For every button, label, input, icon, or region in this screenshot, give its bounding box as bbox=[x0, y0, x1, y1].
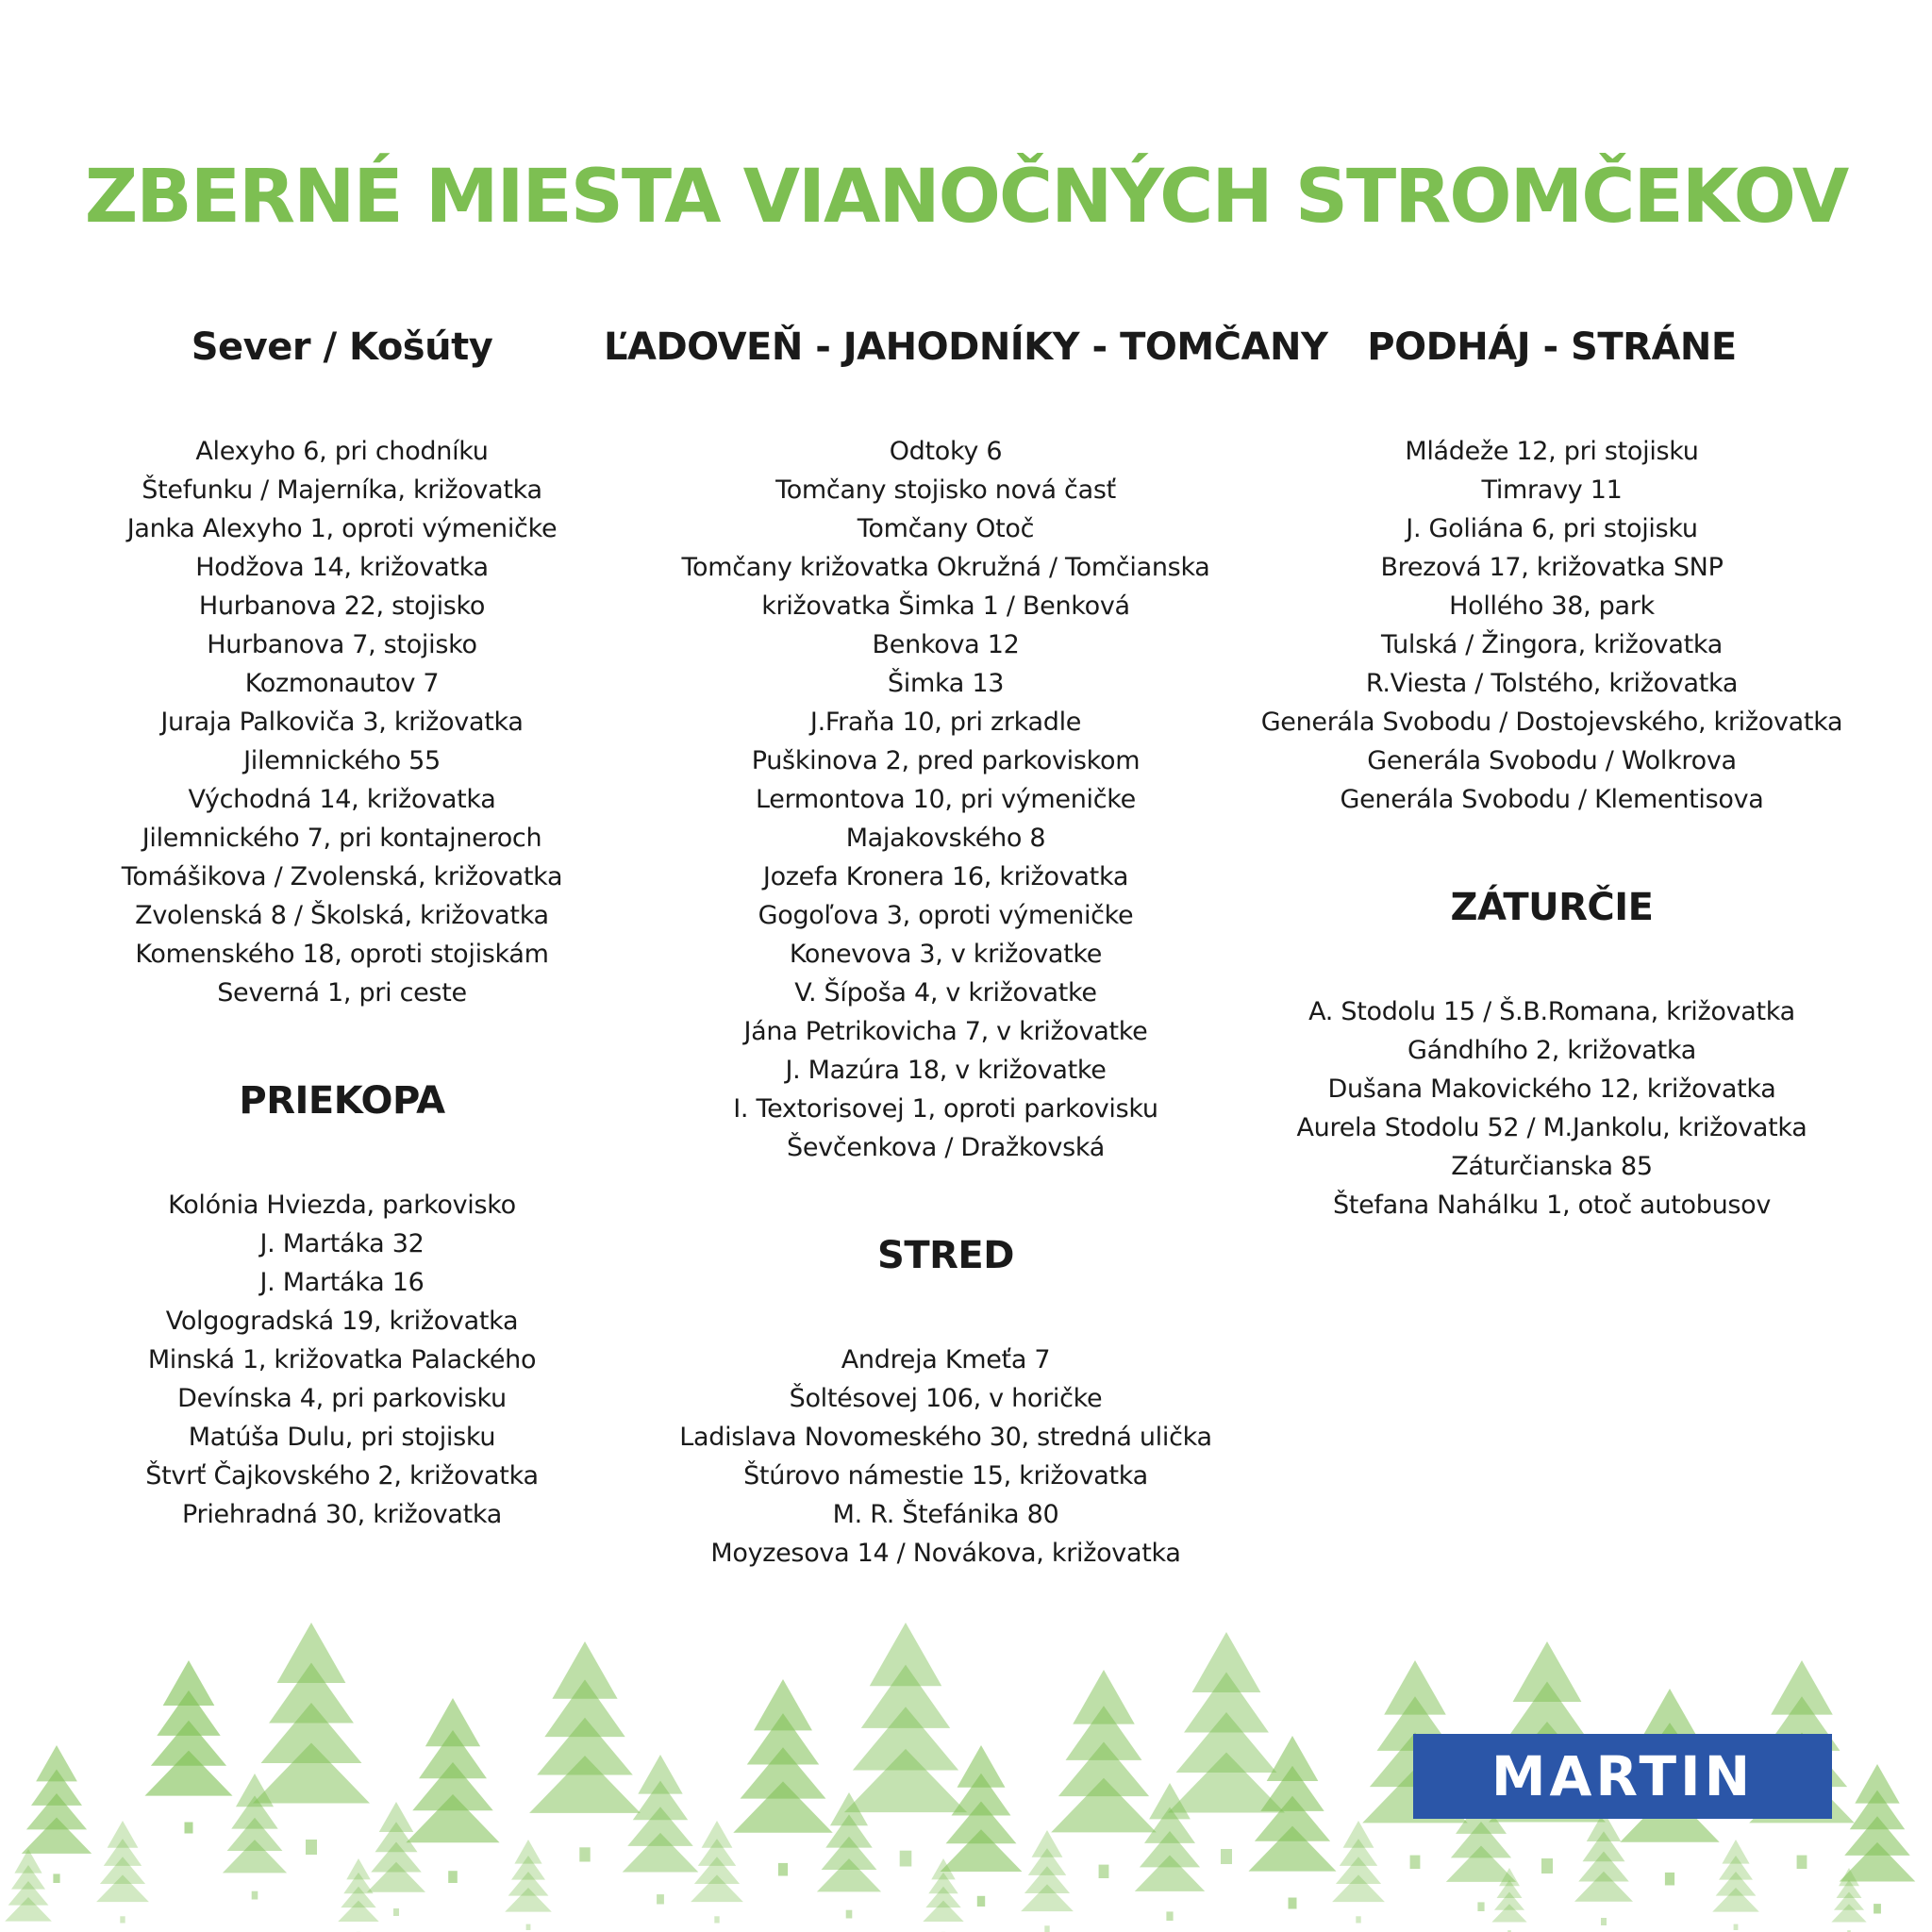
address-item: M. R. Štefánika 80 bbox=[832, 1500, 1059, 1529]
column-right bbox=[1245, 321, 1858, 1224]
christmas-tree-icon bbox=[367, 1802, 425, 1916]
christmas-tree-icon bbox=[1021, 1830, 1074, 1932]
column-middle bbox=[604, 321, 1328, 1573]
address-item: Jilemnického 55 bbox=[243, 746, 441, 775]
address-item: J.Fraňa 10, pri zrkadle bbox=[809, 708, 1082, 737]
section-priekopa bbox=[118, 1074, 566, 1534]
address-item: Kozmonautov 7 bbox=[244, 669, 440, 698]
section-stred bbox=[604, 1229, 1288, 1573]
address-item: Juraja Palkoviča 3, križovatka bbox=[160, 708, 524, 737]
section-heading: Sever / Košúty bbox=[191, 325, 493, 369]
address-item: V. Šípoša 4, v križovatke bbox=[794, 978, 1097, 1008]
section-heading: STRED bbox=[877, 1234, 1014, 1277]
address-item: Severná 1, pri ceste bbox=[217, 978, 467, 1008]
logo-text: MARTIN bbox=[1491, 1744, 1755, 1808]
address-item: Alexyho 6, pri chodníku bbox=[195, 437, 489, 466]
section-heading: PRIEKOPA bbox=[239, 1079, 445, 1123]
address-item: Moyzesova 14 / Novákova, križovatka bbox=[710, 1539, 1181, 1568]
section-heading: PODHÁJ - STRÁNE bbox=[1367, 325, 1737, 369]
address-item: Jána Petrikovicha 7, v križovatke bbox=[743, 1017, 1148, 1046]
address-item: R.Viesta / Tolstého, križovatka bbox=[1365, 669, 1739, 698]
address-item: Jozefa Kronera 16, križovatka bbox=[762, 862, 1129, 891]
address-list bbox=[604, 432, 1288, 1167]
address-item: Štefana Nahálku 1, otoč autobusov bbox=[1332, 1191, 1772, 1220]
martin-logo bbox=[1413, 1734, 1832, 1819]
address-item: križovatka Šimka 1 / Benková bbox=[761, 591, 1130, 621]
address-item: Štvrť Čajkovského 2, križovatka bbox=[145, 1461, 539, 1491]
address-item: Kolónia Hviezda, parkovisko bbox=[168, 1191, 516, 1220]
address-item: Brezová 17, križovatka SNP bbox=[1380, 553, 1724, 582]
address-item: Východná 14, križovatka bbox=[188, 785, 496, 814]
address-item: Hollého 38, park bbox=[1449, 591, 1655, 621]
address-item: J. Mazúra 18, v križovatke bbox=[785, 1056, 1107, 1085]
address-list bbox=[118, 432, 566, 1012]
christmas-tree-icon bbox=[733, 1679, 832, 1876]
address-item: Dušana Makovického 12, križovatka bbox=[1327, 1074, 1776, 1104]
christmas-tree-icon bbox=[1051, 1670, 1157, 1878]
address-item: Šoltésovej 106, v horičke bbox=[789, 1384, 1103, 1413]
address-item: Benkova 12 bbox=[872, 630, 1020, 659]
section-zaturcie bbox=[1245, 881, 1858, 1224]
address-item: Zvolenská 8 / Školská, križovatka bbox=[135, 901, 549, 930]
address-item: Ladislava Novomeského 30, stredná ulička bbox=[679, 1423, 1212, 1452]
address-item: Tomčany Otoč bbox=[857, 514, 1035, 543]
address-item: Tomášikova / Zvolenská, križovatka bbox=[121, 862, 563, 891]
address-item: J. Martáka 32 bbox=[259, 1229, 425, 1258]
address-item: Andreja Kmeťa 7 bbox=[841, 1345, 1051, 1374]
address-item: Matúša Dulu, pri stojisku bbox=[188, 1423, 496, 1452]
christmas-tree-icon bbox=[5, 1849, 52, 1932]
christmas-tree-icon bbox=[529, 1641, 641, 1862]
christmas-tree-icon bbox=[96, 1821, 149, 1924]
address-item: A. Stodolu 15 / Š.B.Romana, križovatka bbox=[1308, 997, 1795, 1026]
section-podhaj-strane bbox=[1245, 321, 1858, 819]
address-item: Hurbanova 22, stojisko bbox=[198, 591, 486, 621]
address-item: Minská 1, križovatka Palackého bbox=[147, 1345, 537, 1374]
address-list bbox=[1245, 432, 1858, 819]
address-item: Tomčany križovatka Okružná / Tomčianska bbox=[681, 553, 1210, 582]
address-list bbox=[1245, 992, 1858, 1224]
christmas-tree-icon bbox=[844, 1623, 967, 1867]
address-item: Odtoky 6 bbox=[889, 437, 1003, 466]
address-item: Záturčianska 85 bbox=[1451, 1152, 1653, 1181]
christmas-tree-icon bbox=[505, 1840, 552, 1930]
address-item: Generála Svobodu / Wolkrova bbox=[1367, 746, 1737, 775]
address-item: Jilemnického 7, pri kontajneroch bbox=[142, 824, 542, 853]
address-item: J. Martáka 16 bbox=[259, 1268, 425, 1297]
address-item: Mládeže 12, pri stojisku bbox=[1405, 437, 1699, 466]
address-item: Tomčany stojisko nová časť bbox=[775, 475, 1116, 505]
address-item: Šimka 13 bbox=[887, 669, 1005, 698]
section-heading: ĽADOVEŇ - JAHODNÍKY - TOMČANY bbox=[604, 325, 1328, 369]
christmas-tree-icon bbox=[1574, 1811, 1633, 1925]
christmas-tree-icon bbox=[691, 1821, 743, 1924]
christmas-tree-icon bbox=[406, 1698, 499, 1883]
address-item: Ševčenkova / Dražkovská bbox=[787, 1133, 1105, 1162]
address-item: Janka Alexyho 1, oproti výmeničke bbox=[126, 514, 558, 543]
page-title: ZBERNÉ MIESTA VIANOČNÝCH STROMČEKOV bbox=[84, 155, 1848, 241]
address-item: Generála Svobodu / Dostojevského, križovatka bbox=[1260, 708, 1843, 737]
column-left bbox=[118, 321, 566, 1534]
section-sever-kosuty bbox=[118, 321, 566, 1012]
address-item: J. Goliána 6, pri stojisku bbox=[1406, 514, 1698, 543]
address-item: Aurela Stodolu 52 / M.Jankolu, križovatka bbox=[1296, 1113, 1807, 1142]
address-list bbox=[604, 1341, 1288, 1573]
address-item: I. Textorisovej 1, oproti parkovisku bbox=[733, 1094, 1158, 1124]
section-ladoven-jahodniky-tomcany bbox=[604, 321, 1328, 1167]
address-item: Priehradná 30, križovatka bbox=[182, 1500, 502, 1529]
address-item: Komenského 18, oproti stojiskám bbox=[135, 940, 549, 969]
christmas-tree-icon bbox=[1712, 1840, 1759, 1930]
address-item: Lermontova 10, pri výmeničke bbox=[755, 785, 1136, 814]
address-item: Devínska 4, pri parkovisku bbox=[177, 1384, 507, 1413]
address-list bbox=[118, 1186, 566, 1534]
christmas-tree-icon bbox=[1332, 1821, 1385, 1924]
address-item: Štefunku / Majerníka, križovatka bbox=[142, 475, 542, 505]
christmas-tree-icon bbox=[145, 1660, 233, 1834]
address-item: Hodžova 14, križovatka bbox=[195, 553, 489, 582]
address-item: Gogoľova 3, oproti výmeničke bbox=[758, 901, 1134, 930]
address-item: Puškinova 2, pred parkoviskom bbox=[751, 746, 1141, 775]
christmas-tree-icon bbox=[623, 1755, 699, 1905]
address-item: Konevova 3, v križovatke bbox=[789, 940, 1103, 969]
address-item: Generála Svobodu / Klementisova bbox=[1340, 785, 1764, 814]
address-item: Tulská / Žingora, križovatka bbox=[1381, 630, 1723, 659]
address-item: Gándhího 2, križovatka bbox=[1407, 1036, 1697, 1065]
address-item: Hurbanova 7, stojisko bbox=[207, 630, 477, 659]
christmas-tree-icon bbox=[338, 1858, 378, 1932]
address-item: Štúrovo námestie 15, križovatka bbox=[743, 1461, 1148, 1491]
section-heading: ZÁTURČIE bbox=[1450, 886, 1654, 929]
address-item: Timravy 11 bbox=[1481, 475, 1623, 505]
address-item: Majakovského 8 bbox=[845, 824, 1046, 853]
address-item: Volgogradská 19, križovatka bbox=[165, 1307, 519, 1336]
